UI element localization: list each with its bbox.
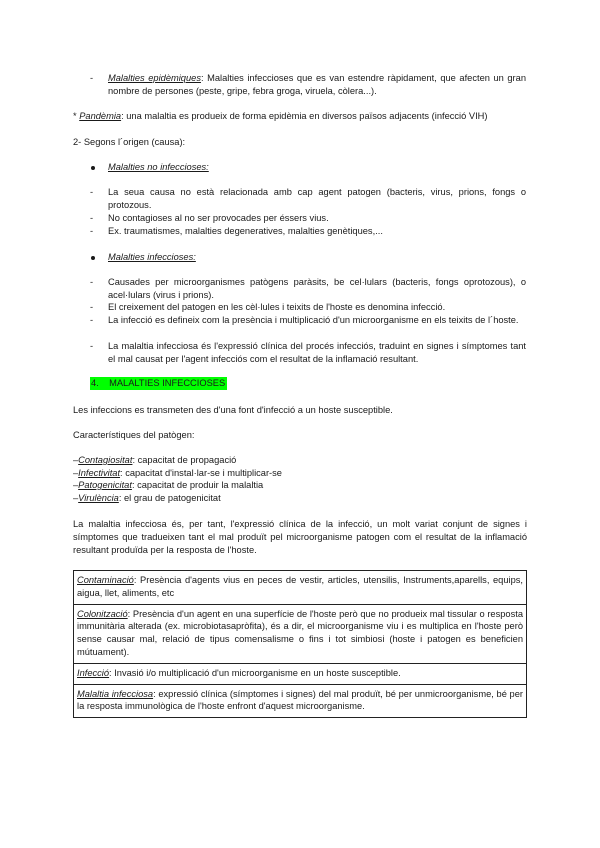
definition-text: : capacitat d'instal·lar-se i multiplicar-se — [120, 468, 282, 478]
list-dash: - — [90, 226, 94, 236]
section-title-text: MALALTIES INFECCIOSES — [109, 378, 226, 388]
term: Malalties epidèmiques — [108, 73, 201, 83]
term: Colonització — [77, 608, 128, 619]
term: Malaltia infecciosa — [77, 688, 154, 699]
list-item: La infecció es defineix com la presència i multiplicació d'un microorganisme en els teixits de l´hoste. — [108, 315, 519, 325]
bullet-icon — [91, 256, 95, 260]
definition-text: : Presència d'agents vius en peces de vestir, articles, utensilis, Instruments,aparells, equips, aigua, llet, aliments, etc — [77, 575, 523, 598]
definition-text: : Presència d'un agent en una superfície de l'hoste però que no produeix mal tissular o resposta immunitària alterada (ex. microbiotasapròfita), és a dir, el microorganisme viu i es multiplica en l'hoste però sense causar mal, relació de tipus comensalisme o fins i tot simbiosi (hoste i patogen es beneficien mútuament). — [77, 608, 523, 657]
term: Infecció — [77, 667, 110, 678]
list-dash: - — [90, 302, 94, 312]
definition-row — [74, 664, 526, 685]
term: Infectivitat — [78, 468, 121, 478]
list-item: Ex. traumatismes, malalties degeneratives, malalties genètiques,... — [108, 226, 383, 236]
char-dash: – — [73, 468, 79, 478]
paragraph: La malaltia infecciosa és, per tant, l'expressió clínica de la infecció, un molt variat conjunt de signes i símptomes que tradueixen tant el mal produït pel microorganisme patogen com el resultat de la inflamació resultant produïda per la resposta de l'hoste. — [73, 519, 527, 555]
list-item: No contagioses al no ser provocades per éssers vius. — [108, 213, 329, 223]
definition-row — [74, 605, 526, 664]
term: Pandèmia — [79, 111, 122, 121]
definition-text: : capacitat de produir la malaltia — [131, 480, 264, 490]
list-dash: - — [90, 213, 94, 223]
term: Patogenicitat — [78, 480, 132, 490]
subheading: Malalties no infeccioses: — [108, 162, 209, 172]
definition-text: : expressió clínica (símptomes i signes) del mal produït, bé per unmicroorganisme, bé per la resposta immunològica de l'hoste enfront d'aquest microorganisme. — [77, 688, 523, 712]
section-title — [90, 377, 227, 390]
char-dash: – — [73, 480, 79, 490]
bullet-icon — [91, 166, 95, 170]
term: Virulència — [78, 493, 119, 503]
list-item: Causades per microorganismes patògens paràsits, be cel·lulars (bacteris, fongs oprotozous), o acel·lulars (virus i prions). — [108, 277, 526, 300]
char-item — [73, 467, 282, 480]
char-item — [73, 454, 236, 467]
list-item: El creixement del patogen en les cèl·lules i teixits de l'hoste es denomina infecció. — [108, 302, 446, 312]
subheading: Malalties infeccioses: — [108, 252, 196, 262]
definition-text: : capacitat de propagació — [132, 455, 237, 465]
term: Contaminació — [77, 575, 134, 585]
char-dash: – — [73, 493, 79, 503]
list-dash: - — [90, 73, 94, 83]
definition-text: : el grau de patogenicitat — [118, 493, 221, 503]
term: Contagiositat — [78, 455, 133, 465]
list-item — [108, 72, 526, 97]
definition-row — [74, 685, 526, 718]
char-heading: Característiques del patògen: — [73, 430, 195, 440]
section-heading: 2- Segons l´origen (causa): — [73, 137, 186, 147]
definition-row — [74, 571, 526, 605]
section-number: 4. — [91, 378, 99, 388]
note-asterisk: * — [73, 111, 80, 121]
list-dash: - — [90, 277, 94, 287]
list-item: La seua causa no està relacionada amb cap agent patogen (bacteris, virus, prions, fongs o protozous. — [108, 187, 526, 210]
list-dash: - — [90, 341, 94, 351]
char-item — [73, 492, 221, 505]
list-dash: - — [90, 187, 94, 197]
definition-text: : Malalties infeccioses que es van estendre ràpidament, que afecten un gran nombre de persones (peste, gripe, febra groga, viruela, còlera...). — [108, 73, 526, 96]
definitions-table — [73, 570, 527, 718]
intro-text: Les infeccions es transmeten des d'una font d'infecció a un hoste susceptible. — [73, 405, 393, 415]
definition-text: : una malaltia es produeix de forma epidèmia en diversos països adjacents (infecció VIH) — [121, 111, 488, 121]
definition-text: : Invasió i/o multiplicació d'un microorganisme en un hoste susceptible. — [109, 667, 401, 678]
list-dash: - — [90, 315, 94, 325]
char-dash: – — [73, 455, 79, 465]
note-line — [73, 110, 533, 123]
list-item: La malaltia infecciosa és l'expressió clínica del procés infecciós, traduint en signes i símptomes tant el mal causat per l'agent infecciós com el resultat de la inflamació resultant. — [108, 341, 526, 364]
char-item — [73, 479, 263, 492]
